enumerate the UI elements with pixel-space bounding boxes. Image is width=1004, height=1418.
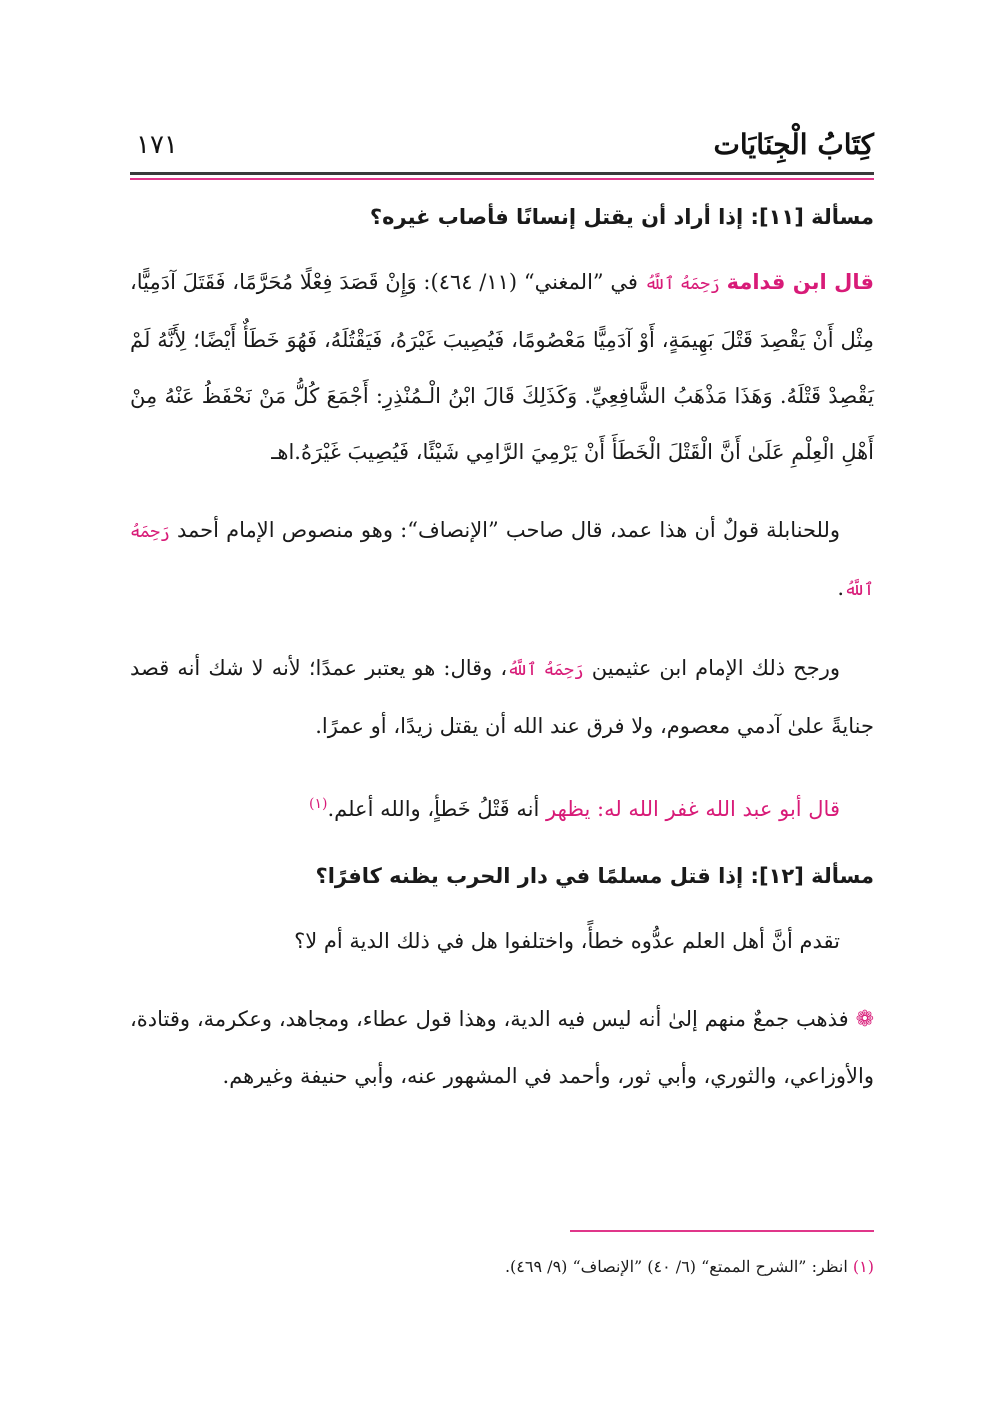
uthaymin-text-a: ورجح ذلك الإمام ابن عثيمين	[591, 656, 840, 680]
footnote-text: انظر: ”الشرح الممتع“ (٦/ ٤٠) ”الإنصاف“ (٩/ ٤٦٩).	[504, 1257, 848, 1276]
hanabila-end: .	[837, 576, 845, 600]
footnote	[130, 1252, 874, 1282]
page-content	[130, 190, 874, 1126]
author-text: أنه قَتْلُ خَطأٍ، والله أعلم.	[327, 797, 540, 821]
footnote-mark: (١)	[852, 1257, 874, 1276]
issue-12-opinion	[130, 991, 874, 1104]
footnote-rule	[570, 1230, 874, 1232]
footnote-reference[interactable]: (١)	[308, 796, 328, 812]
header-rule-dark	[130, 172, 874, 175]
honorific-mark: رَحِمَهُ ٱللَّهُ	[130, 522, 874, 600]
uthaymin-text-b: ، وقال: هو يعتبر عمدًا؛ لأنه لا شك أنه قصد جنايةً علىٰ آدمي معصوم، ولا فرق عند الله أن يقتل زيدًا، أو عمرًا.	[130, 656, 874, 738]
issue-11-heading: مسألة [١١]: إذا أراد أن يقتل إنسانًا فأصاب غيره؟	[369, 205, 874, 229]
page-number: ١٧١	[136, 130, 178, 160]
honorific-mark: رَحِمَهُ ٱللَّهُ	[507, 660, 584, 680]
opinion-text: فذهب جمعٌ منهم إلىٰ أنه ليس فيه الدية، وهذا قول عطاء، ومجاهد، وعكرمة، وقتادة، والأوزاعي، والثوري، وأبي ثور، وأحمد في المشهور عنه، وأبي حنيفة وغيرهم.	[130, 1007, 874, 1088]
author-verb: يظهر	[545, 797, 591, 821]
ibn-qudama-quote	[130, 254, 874, 480]
hanabila-paragraph	[130, 502, 874, 618]
quote-text: في ”المغني“ (١١/ ٤٦٤): وَإِنْ قَصَدَ فِعْلًا مُحَرَّمًا، فَقَتَلَ آدَمِيًّا، مِثْل أَنْ يَقْصِدَ قَتْلَ بَهِيمَةٍ، أَوْ آدَمِيًّا مَعْصُومًا، فَيُصِيبَ غَيْرَهُ، فَيَقْتُلَهُ، فَهُوَ خَطَأٌ أَيْضًا؛ لِأَنَّهُ لَمْ يَقْصِدْ قَتْلَهُ. وَهَذَا مَذْهَبُ الشَّافِعِيِّ. وَكَذَلِكَ قَالَ ابْنُ الْـمُنْذِرِ: أَجْمَعَ كُلُّ مَنْ نَحْفَظُ عَنْهُ مِنْ أَهْلِ الْعِلْمِ عَلَىٰ أَنَّ الْقَتْلَ الْخَطَأَ أَنْ يَرْمِيَ الرَّامِي شَيْئًا، فَيُصِيبَ غَيْرَهُ.اهـ	[130, 270, 874, 464]
quote-speaker: قال ابن قدامة	[726, 270, 874, 294]
book-title: كِتَابُ الْجِنَايَات	[713, 128, 874, 161]
issue-12-heading: مسألة [١٢]: إذا قتل مسلمًا في دار الحرب يظنه كافرًا؟	[315, 864, 874, 888]
page-header	[130, 128, 874, 168]
honorific-mark: رَحِمَهُ ٱللَّهُ	[644, 274, 720, 294]
author-speaker: قال أبو عبد الله غفر الله له:	[597, 797, 840, 821]
author-note	[130, 776, 840, 837]
hanabila-text: وللحنابلة قولٌ أن هذا عمد، قال صاحب ”الإنصاف“: وهو منصوص الإمام أحمد	[177, 518, 840, 542]
uthaymin-paragraph	[130, 640, 874, 754]
header-rule-pink	[130, 178, 874, 180]
issue-12-intro: تقدم أنَّ أهل العلم عدُّوه خطأً، واختلفوا هل في ذلك الدية أم لا؟	[294, 929, 840, 953]
flower-bullet-icon: ❁	[855, 1007, 874, 1032]
